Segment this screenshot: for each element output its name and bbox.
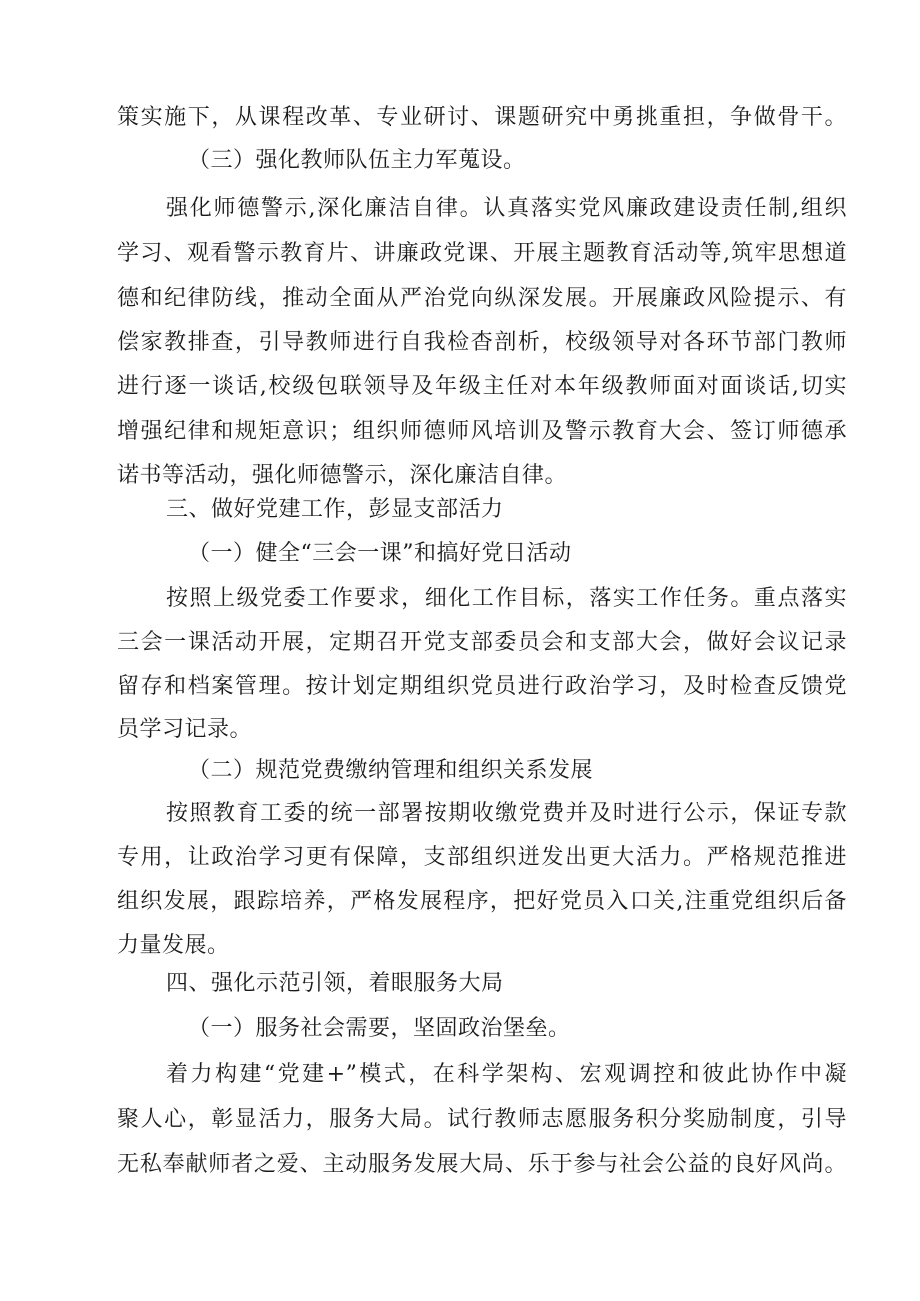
section-heading: 四、强化示范引领，着眼服务大局 (166, 971, 504, 996)
paragraph-line: 强化师德警示,深化廉洁自律。认真落实党风廉政建设责任制,组织 (166, 196, 847, 221)
paragraph-line: 按照教育工委的统一部署按期收缴党费并及时进行公示，保证专款 (166, 801, 847, 826)
subsection-heading: （一）服务社会需要，坚固政治堡垒。 (188, 1016, 571, 1041)
paragraph-line: 无私奉献师者之爱、主动服务发展大局、乐于参与社会公益的良好风尚。 (117, 1152, 847, 1177)
paragraph-line: 着力构建“党建+”模式，在科学架构、宏观调控和彼此协作中凝 (166, 1062, 847, 1087)
subsection-heading: （二）规范党费缴纳管理和组织关系发展 (188, 758, 594, 783)
paragraph-line: 聚人心，彰显活力，服务大局。试行教师志愿服务积分奖励制度，引导 (117, 1107, 847, 1132)
paragraph-line: 增强纪律和规矩意识；组织师德师风培训及警示教育大会、签订师德承 (117, 419, 847, 444)
paragraph-line: 进行逐一谈话,校级包联领导及年级主任对本年级教师面对面谈话,切实 (117, 374, 847, 399)
paragraph-line: 德和纪律防线，推动全面从严治党向纵深发展。开展廉政风险提示、有 (117, 286, 847, 311)
paragraph-line: 员学习记录。 (117, 717, 253, 742)
paragraph-line: 留存和档案管理。按计划定期组织党员进行政治学习，及时检查反馈党 (117, 674, 847, 699)
section-heading: 三、做好党建工作，彭显支部活力 (166, 497, 504, 522)
paragraph-line: 诺书等活动，强化师德警示，深化廉洁自律。 (117, 463, 568, 488)
subsection-heading: （一）健全“三会一课”和搞好党日活动 (188, 541, 572, 566)
paragraph-line: 力量发展。 (117, 933, 230, 958)
paragraph-line: 学习、观看警示教育片、讲廉政党课、开展主题教育活动等,筑牢思想道 (117, 241, 847, 266)
subsection-heading: （三）强化教师队伍主力军蒐设。 (188, 148, 526, 173)
paragraph-line: 偿家教排查，引导教师进行自我检杳剖析，校级领导对各环节部门教师 (117, 330, 847, 355)
paragraph-line: 专用，让政治学习更有保障，支部组织迸发出更大活力。严格规范推进 (117, 845, 847, 870)
paragraph-line: 三会一课活动开展，定期召开党支部委员会和支部大会，做好会议记录 (117, 630, 847, 655)
paragraph-line: 组织发展，跟踪培养，严格发展程序，把好党员入口关,注重党组织后备 (117, 889, 847, 914)
paragraph-line: 按照上级党委工作要求，细化工作目标，落实工作任务。重点落实 (166, 586, 847, 611)
paragraph-line: 策实施下，从课程改革、专业研讨、课题研究中勇挑重担，争做骨干。 (117, 105, 847, 130)
